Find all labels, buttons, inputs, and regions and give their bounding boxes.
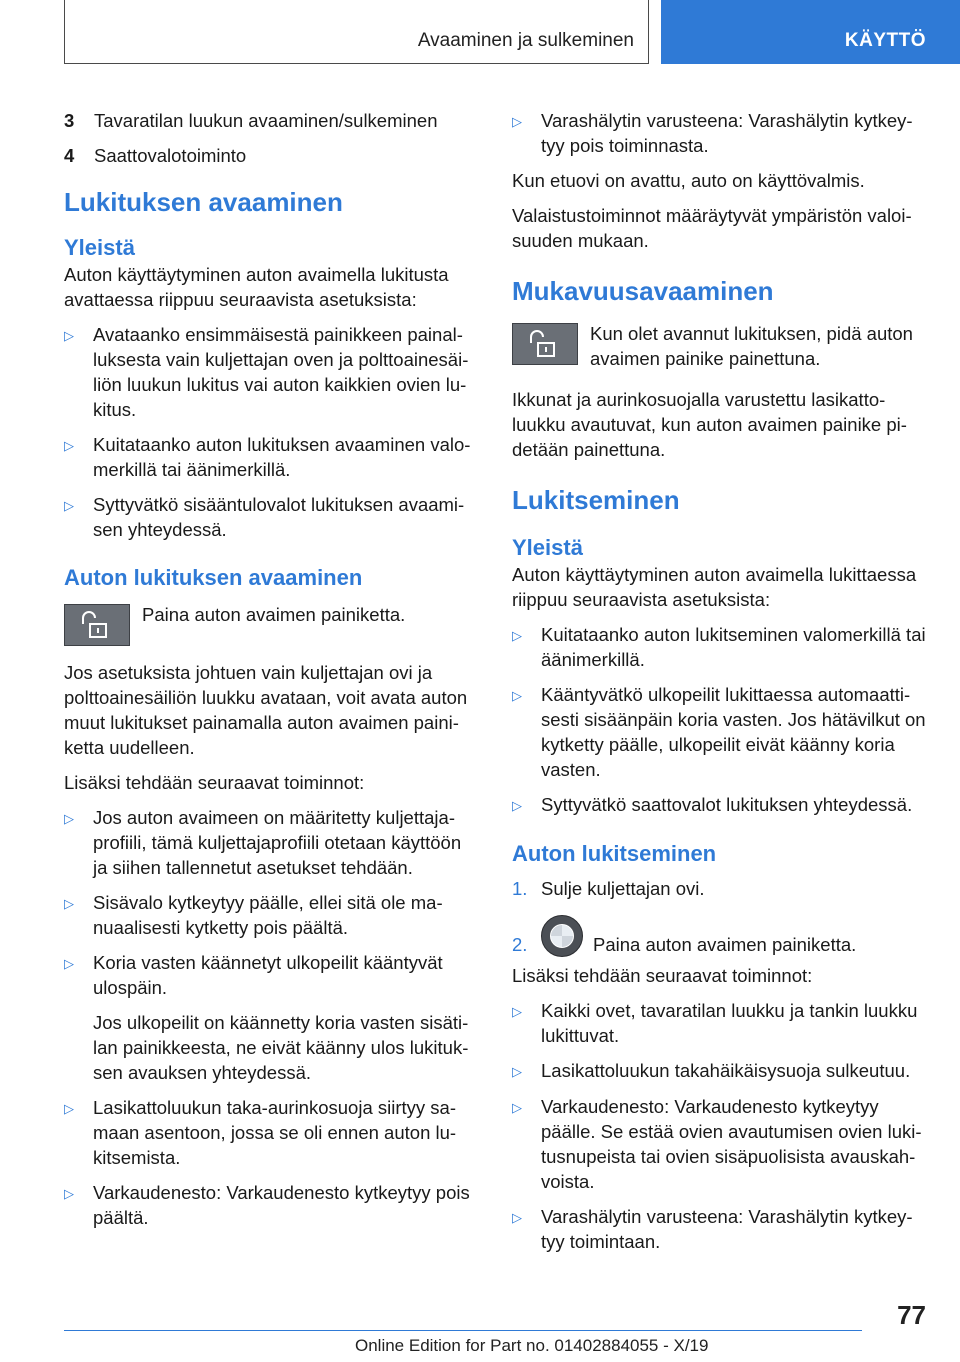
- bullet-text: Syttyvätkö saattovalot lukituksen yhteydessä.: [541, 794, 913, 815]
- key-instruction: [512, 321, 930, 371]
- bullet-text: Kääntyvätkö ulkopeilit lukittaessa automaattisesti sisäänpäin koria vasten. Jos hätävilkut on kytketty päälle, ulkopeilit eivät käänny koria vasten.: [541, 684, 926, 780]
- bullet-text: Kuitataanko auton lukitseminen valomerkillä tai äänimerkillä.: [541, 624, 926, 670]
- triangle-bullet-icon: ▷: [512, 798, 522, 813]
- bullet-text: Jos auton avaimeen on määritetty kuljettajaprofiili, tämä kuljettajaprofiili otetaan käyttöön ja siihen tallennetut asetukset tehdään.: [93, 807, 462, 878]
- triangle-bullet-icon: ▷: [64, 438, 74, 453]
- bullet-item: [64, 432, 480, 482]
- triangle-bullet-icon: ▷: [64, 1101, 74, 1116]
- bullet-item: [512, 998, 930, 1048]
- paragraph: Lisäksi tehdään seuraavat toiminnot:: [512, 965, 813, 986]
- triangle-bullet-icon: ▷: [512, 1064, 522, 1079]
- page-number: 77: [897, 1300, 926, 1330]
- key-instruction-text: Kun olet avannut lukituksen, pidä auton avaimen painike painettuna.: [590, 323, 913, 369]
- bullet-item: [64, 1095, 480, 1170]
- triangle-bullet-icon: ▷: [64, 1186, 74, 1201]
- intro-text: Auton käyttäytyminen auton avaimella lukitusta avattaessa riippuu seuraavista asetuksista:: [64, 264, 449, 310]
- step-item: [512, 876, 930, 901]
- bullet-text: Varkaudenesto: Varkaudenesto kytkeytyy pois päältä.: [93, 1182, 470, 1228]
- bullet-item: [64, 492, 480, 542]
- bullet-item: [64, 322, 480, 422]
- bullet-item: [512, 1094, 930, 1194]
- triangle-bullet-icon: ▷: [512, 688, 522, 703]
- item-text: Saattovalotoiminto: [94, 145, 247, 166]
- item-number: 4: [64, 145, 75, 166]
- bullet-body: [93, 950, 480, 1085]
- bullet-item: [512, 792, 930, 818]
- key-instruction-text: Paina auton avaimen painiketta.: [142, 604, 406, 625]
- right-column: [512, 108, 930, 1254]
- key-instruction: [64, 602, 480, 646]
- section-title: Avaaminen ja sulkeminen: [417, 30, 634, 51]
- bullet-item: [512, 622, 930, 672]
- step-number: 2.: [512, 934, 528, 955]
- triangle-bullet-icon: ▷: [512, 1210, 522, 1225]
- chapter-tab[interactable]: [661, 0, 960, 64]
- step-number: 1.: [512, 878, 528, 899]
- header-section-box: [64, 0, 649, 64]
- bullet-text: Kuitataanko auton lukituksen avaaminen valomerkillä tai äänimerkillä.: [93, 434, 471, 480]
- numbered-item: [64, 108, 480, 133]
- heading-general: Yleistä: [512, 535, 583, 560]
- bullet-item: [512, 1058, 930, 1084]
- bullet-text: Koria vasten käännetyt ulkopeilit kääntyvät ulospäin.: [93, 952, 443, 998]
- bullet-text: Syttyvätkö sisääntulovalot lukituksen avaamisen yhteydessä.: [93, 494, 465, 540]
- left-column: [64, 108, 480, 1230]
- bullet-item: [64, 950, 480, 1085]
- triangle-bullet-icon: ▷: [64, 896, 74, 911]
- bullet-text: Varkaudenesto: Varkaudenesto kytkeytyy päälle. Se estää ovien avautumisen ovien lukitusnupeista tai ovien sisäpuolisista avauskahvoista.: [541, 1096, 922, 1192]
- paragraph: Ikkunat ja aurinkosuojalla varustettu lasikattoluukku avautuvat, kun auton avaimen painike pidetään painettuna.: [512, 389, 907, 460]
- triangle-bullet-icon: ▷: [512, 1100, 522, 1115]
- triangle-bullet-icon: ▷: [64, 956, 74, 971]
- bullet-text: Lasikattoluukun takahäikäisysuoja sulkeutuu.: [541, 1060, 911, 1081]
- heading-locking: Lukitseminen: [512, 485, 680, 515]
- heading-car-unlocking: Auton lukituksen avaaminen: [64, 565, 363, 590]
- triangle-bullet-icon: ▷: [64, 328, 74, 343]
- paragraph: Jos asetuksista johtuen vain kuljettajan ovi ja polttoainesäiliön luukku avataan, voit avata auton muut lukitukset painamalla auton avaimen painiketta uudelleen.: [64, 662, 468, 758]
- bmw-logo-icon: [541, 915, 583, 957]
- bullet-text: Kaikki ovet, tavaratilan luukku ja tankin luukku lukittuvat.: [541, 1000, 918, 1046]
- footer-edition: Online Edition for Part no. 01402884055 - X/19: [355, 1336, 709, 1355]
- bullet-item: [64, 1180, 480, 1230]
- heading-comfort-access: Mukavuusavaaminen: [512, 276, 774, 306]
- paragraph: Lisäksi tehdään seuraavat toiminnot:: [64, 772, 365, 793]
- intro-text: Auton käyttäytyminen auton avaimella lukittaessa riippuu seuraavista asetuksista:: [512, 564, 917, 610]
- item-number: 3: [64, 110, 75, 131]
- bullet-text: Avataanko ensimmäisestä painikkeen painalluksesta vain kuljettajan oven ja polttoainesäiliön luukun lukitus vai auton kaikkien ovien lukitus.: [93, 324, 469, 420]
- footer-divider: [64, 1330, 862, 1331]
- paragraph: Kun etuovi on avattu, auto on käyttövalmis.: [512, 170, 865, 191]
- bullet-item: [64, 805, 480, 880]
- chapter-tab-label: KÄYTTÖ: [844, 30, 926, 51]
- heading-car-locking: Auton lukitseminen: [512, 841, 717, 866]
- unlock-icon: [512, 323, 578, 365]
- bullet-item: [512, 108, 930, 158]
- numbered-item: [64, 143, 480, 168]
- bullet-item: [512, 1204, 930, 1254]
- step-text: Paina auton avaimen painiketta.: [593, 934, 857, 955]
- triangle-bullet-icon: ▷: [512, 1004, 522, 1019]
- triangle-bullet-icon: ▷: [512, 628, 522, 643]
- triangle-bullet-icon: ▷: [64, 811, 74, 826]
- bullet-item: [512, 682, 930, 782]
- heading-general: Yleistä: [64, 235, 135, 260]
- bullet-subtext: Jos ulkopeilit on käännetty koria vasten sisätilan painikkeesta, ne eivät käänny ulos lukituksen avauksen yhteydessä.: [93, 1012, 469, 1083]
- bullet-text: Varashälytin varusteena: Varashälytin kytkeytyy pois toiminnasta.: [541, 110, 913, 156]
- step-text: Sulje kuljettajan ovi.: [541, 878, 705, 899]
- bullet-item: [64, 890, 480, 940]
- paragraph: Valaistustoiminnot määräytyvät ympäristön valoisuuden mukaan.: [512, 205, 912, 251]
- item-text: Tavaratilan luukun avaaminen/sulkeminen: [94, 110, 438, 131]
- triangle-bullet-icon: ▷: [512, 114, 522, 129]
- bullet-text: Sisävalo kytkeytyy päälle, ellei sitä ole manuaalisesti kytketty pois päältä.: [93, 892, 443, 938]
- unlock-icon: [64, 604, 130, 646]
- step-item: [512, 915, 930, 957]
- triangle-bullet-icon: ▷: [64, 498, 74, 513]
- heading-unlocking: Lukituksen avaaminen: [64, 187, 343, 217]
- bullet-text: Varashälytin varusteena: Varashälytin kytkeytyy toimintaan.: [541, 1206, 913, 1252]
- bullet-text: Lasikattoluukun taka-aurinkosuoja siirtyy samaan asentoon, jossa se oli ennen auton lukitsemista.: [93, 1097, 457, 1168]
